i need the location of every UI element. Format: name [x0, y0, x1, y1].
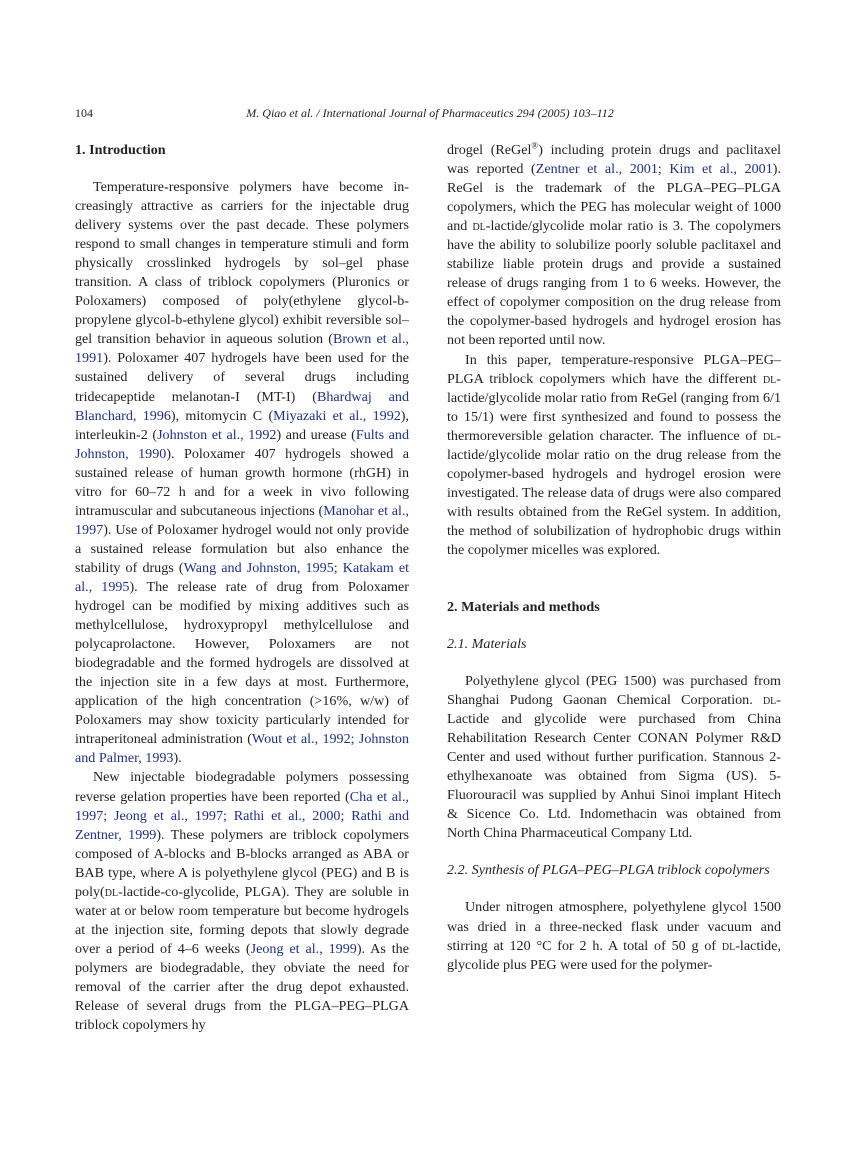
citation-link[interactable]: Bhardwaj and Blanchard, 1996 [75, 388, 410, 424]
page-number: 104 [75, 106, 93, 120]
left-column [75, 141, 409, 1035]
intro-paragraph-2-continued: drogel (ReGel®) including protein drugs and paclitaxel was reported (Zentner et al., 2001; Kim et al., 2001). ReGel is the trademark of the PLGA–PEG–PLGA copolymers, which the PEG has molecular weight of 1000 and dl-lactide/glycolide molar ratio is 3. The copolymers have the ability to solubilize poorly soluble paclitaxel and stabilize liable protein drugs and provide a sustained release of drugs ranging from 1 to 6 weeks. However, the effect of copolymer composition on the drug release from the copolymer-based hydrogels and hydrogel erosion has not been reported until now. [447, 140, 781, 349]
subsection-heading-materials: 2.1. Materials [447, 636, 527, 653]
section-heading-materials-methods: 2. Materials and methods [447, 599, 600, 616]
subsection-heading-synthesis: 2.2. Synthesis of PLGA–PEG–PLGA triblock copolymers [447, 862, 770, 879]
running-head [75, 106, 785, 122]
synthesis-paragraph: Under nitrogen atmosphere, polyethylene glycol 1500 was dried in a three-necked flask under vacuum and stirring at 120 °C for 2 h. A total of 50 g of dl-lactide, glycolide plus PEG were used for the polymer- [447, 899, 781, 973]
materials-paragraph: Polyethylene glycol (PEG 1500) was purchased from Shanghai Pudong Gaonan Chemical Corporation. dl-Lactide and glycolide were purchased from China Rehabilitation Research Center CONAN Polymer R&D Center and used without further purification. Stannous 2-ethylhexanoate was obtained from Sigma (US). 5-Fluorouracil was supplied by Anhui Sinoi implant Hitech & Sicence Co. Ltd. Indomethacin was obtained from North China Pharmaceutical Company Ltd. [447, 673, 781, 842]
citation-link[interactable]: Fults and Johnston, 1990 [75, 426, 409, 462]
intro-paragraph-2: New injectable biodegradable polymers possessing reverse gelation properties have been reported (Cha et al., 1997; Jeong et al., 1997; Rathi et al., 2000; Rathi and Zentner, 1999). These polymers are triblock copolymers composed of A-blocks and B-blocks arranged as ABA or BAB type, where A is polyethylene glycol (PEG) and B is poly(dl-lactide-co-glycolide, PLGA). They are soluble in water at or below room temperature but become hydrogels at the injection site, forming depots that slowly degrade over a period of 4–6 weeks (Jeong et al., 1999). As the polymers are biodegradable, they obviate the need for removal of the carrier after the drug depot exhausted. Release of several drugs from the PLGA–PEG–PLGA triblock copolymers hy [75, 769, 410, 1034]
right-column [447, 141, 781, 975]
citation-link[interactable]: Wang and Johnston, 1995; Katakam et al., 1995 [75, 559, 409, 595]
section-heading-introduction: 1. Introduction [75, 142, 166, 158]
citation-link[interactable]: Miyazaki et al., 1992 [273, 407, 401, 424]
intro-paragraph-1: Temperature-responsive polymers have become increasingly attractive as carriers for the injectable drug delivery systems over the past decade. These polymers respond to small changes in temperature stimuli and form physically crosslinked hydrogels by sol–gel phase transition. A class of triblock copolymers (Pluronics or Poloxamers) composed of poly(ethylene glycol-b-propylene glycol-b-ethylene glycol) exhibit reversible sol–gel transition behavior in aqueous solution (Brown et al., 1991). Poloxamer 407 hydrogels have been used for the sustained delivery of several drugs including tridecapeptide melanotan-I (MT-I) (Bhardwaj and Blanchard, 1996), mitomycin C (Miyazaki et al., 1992), interleukin-2 (Johnston et al., 1992) and urease (Fults and Johnston, 1990). Poloxamer 407 hydrogels showed a sustained release of human growth hormone (rhGH) in vitro for 60–72 h and for a week in vivo following intramuscular and subcutaneous injections (Manohar et al., 1997). Use of Poloxamer hydrogel would not only provide a sustained release formulation but also enhance the stability of drugs (Wang and Johnston, 1995; Katakam et al., 1995). The release rate of drug from Poloxamer hydrogel can be modified by mixing additives such as methylcellulose, hydroxypropyl methylcellulose and polycaprolactone. However, Poloxamers are not biodegradable and the formed hydrogels are dissolved at the injection site in a few days at most. Furthermore, application of the high concentration (>16%, w/w) of Poloxamers may show toxicity particularly intended for intraperitoneal administration (Wout et al., 1992; Johnston and Palmer, 1993). [75, 179, 410, 767]
citation-link[interactable]: Wout et al., 1992; Johnston and Palmer, 1993 [75, 731, 409, 767]
citation-link[interactable]: Johnston et al., 1992 [157, 426, 277, 443]
citation-link[interactable]: Manohar et al., 1997 [75, 502, 409, 538]
registered-mark: ® [531, 140, 539, 151]
journal-reference: M. Qiao et al. / International Journal of Pharmaceutics 294 (2005) 103–112 [246, 106, 614, 120]
citation-link[interactable]: Brown et al., 1991 [75, 331, 409, 367]
citation-link[interactable]: Cha et al., 1997; Jeong et al., 1997; Rathi et al., 2000; Rathi and Zentner, 1999 [75, 788, 410, 843]
intro-paragraph-3: In this paper, temperature-responsive PLGA–PEG–PLGA triblock copolymers which have the different dl-lactide/glycolide molar ratio from ReGel (ranging from 6/1 to 15/1) were first synthesized and found to possess the thermoreversible gelation character. The influence of dl-lactide/glycolide molar ratio on the drug release from the copolymer-based hydrogels and hydrogel erosion were investigated. The release data of drugs were also compared with results obtained from the ReGel system. In addition, the method of solubilization of hydrophobic drugs within the copolymer micelles was explored. [447, 351, 781, 558]
citation-link[interactable]: Zentner et al., 2001; Kim et al., 2001 [535, 161, 773, 178]
citation-link[interactable]: Jeong et al., 1999 [250, 940, 357, 957]
